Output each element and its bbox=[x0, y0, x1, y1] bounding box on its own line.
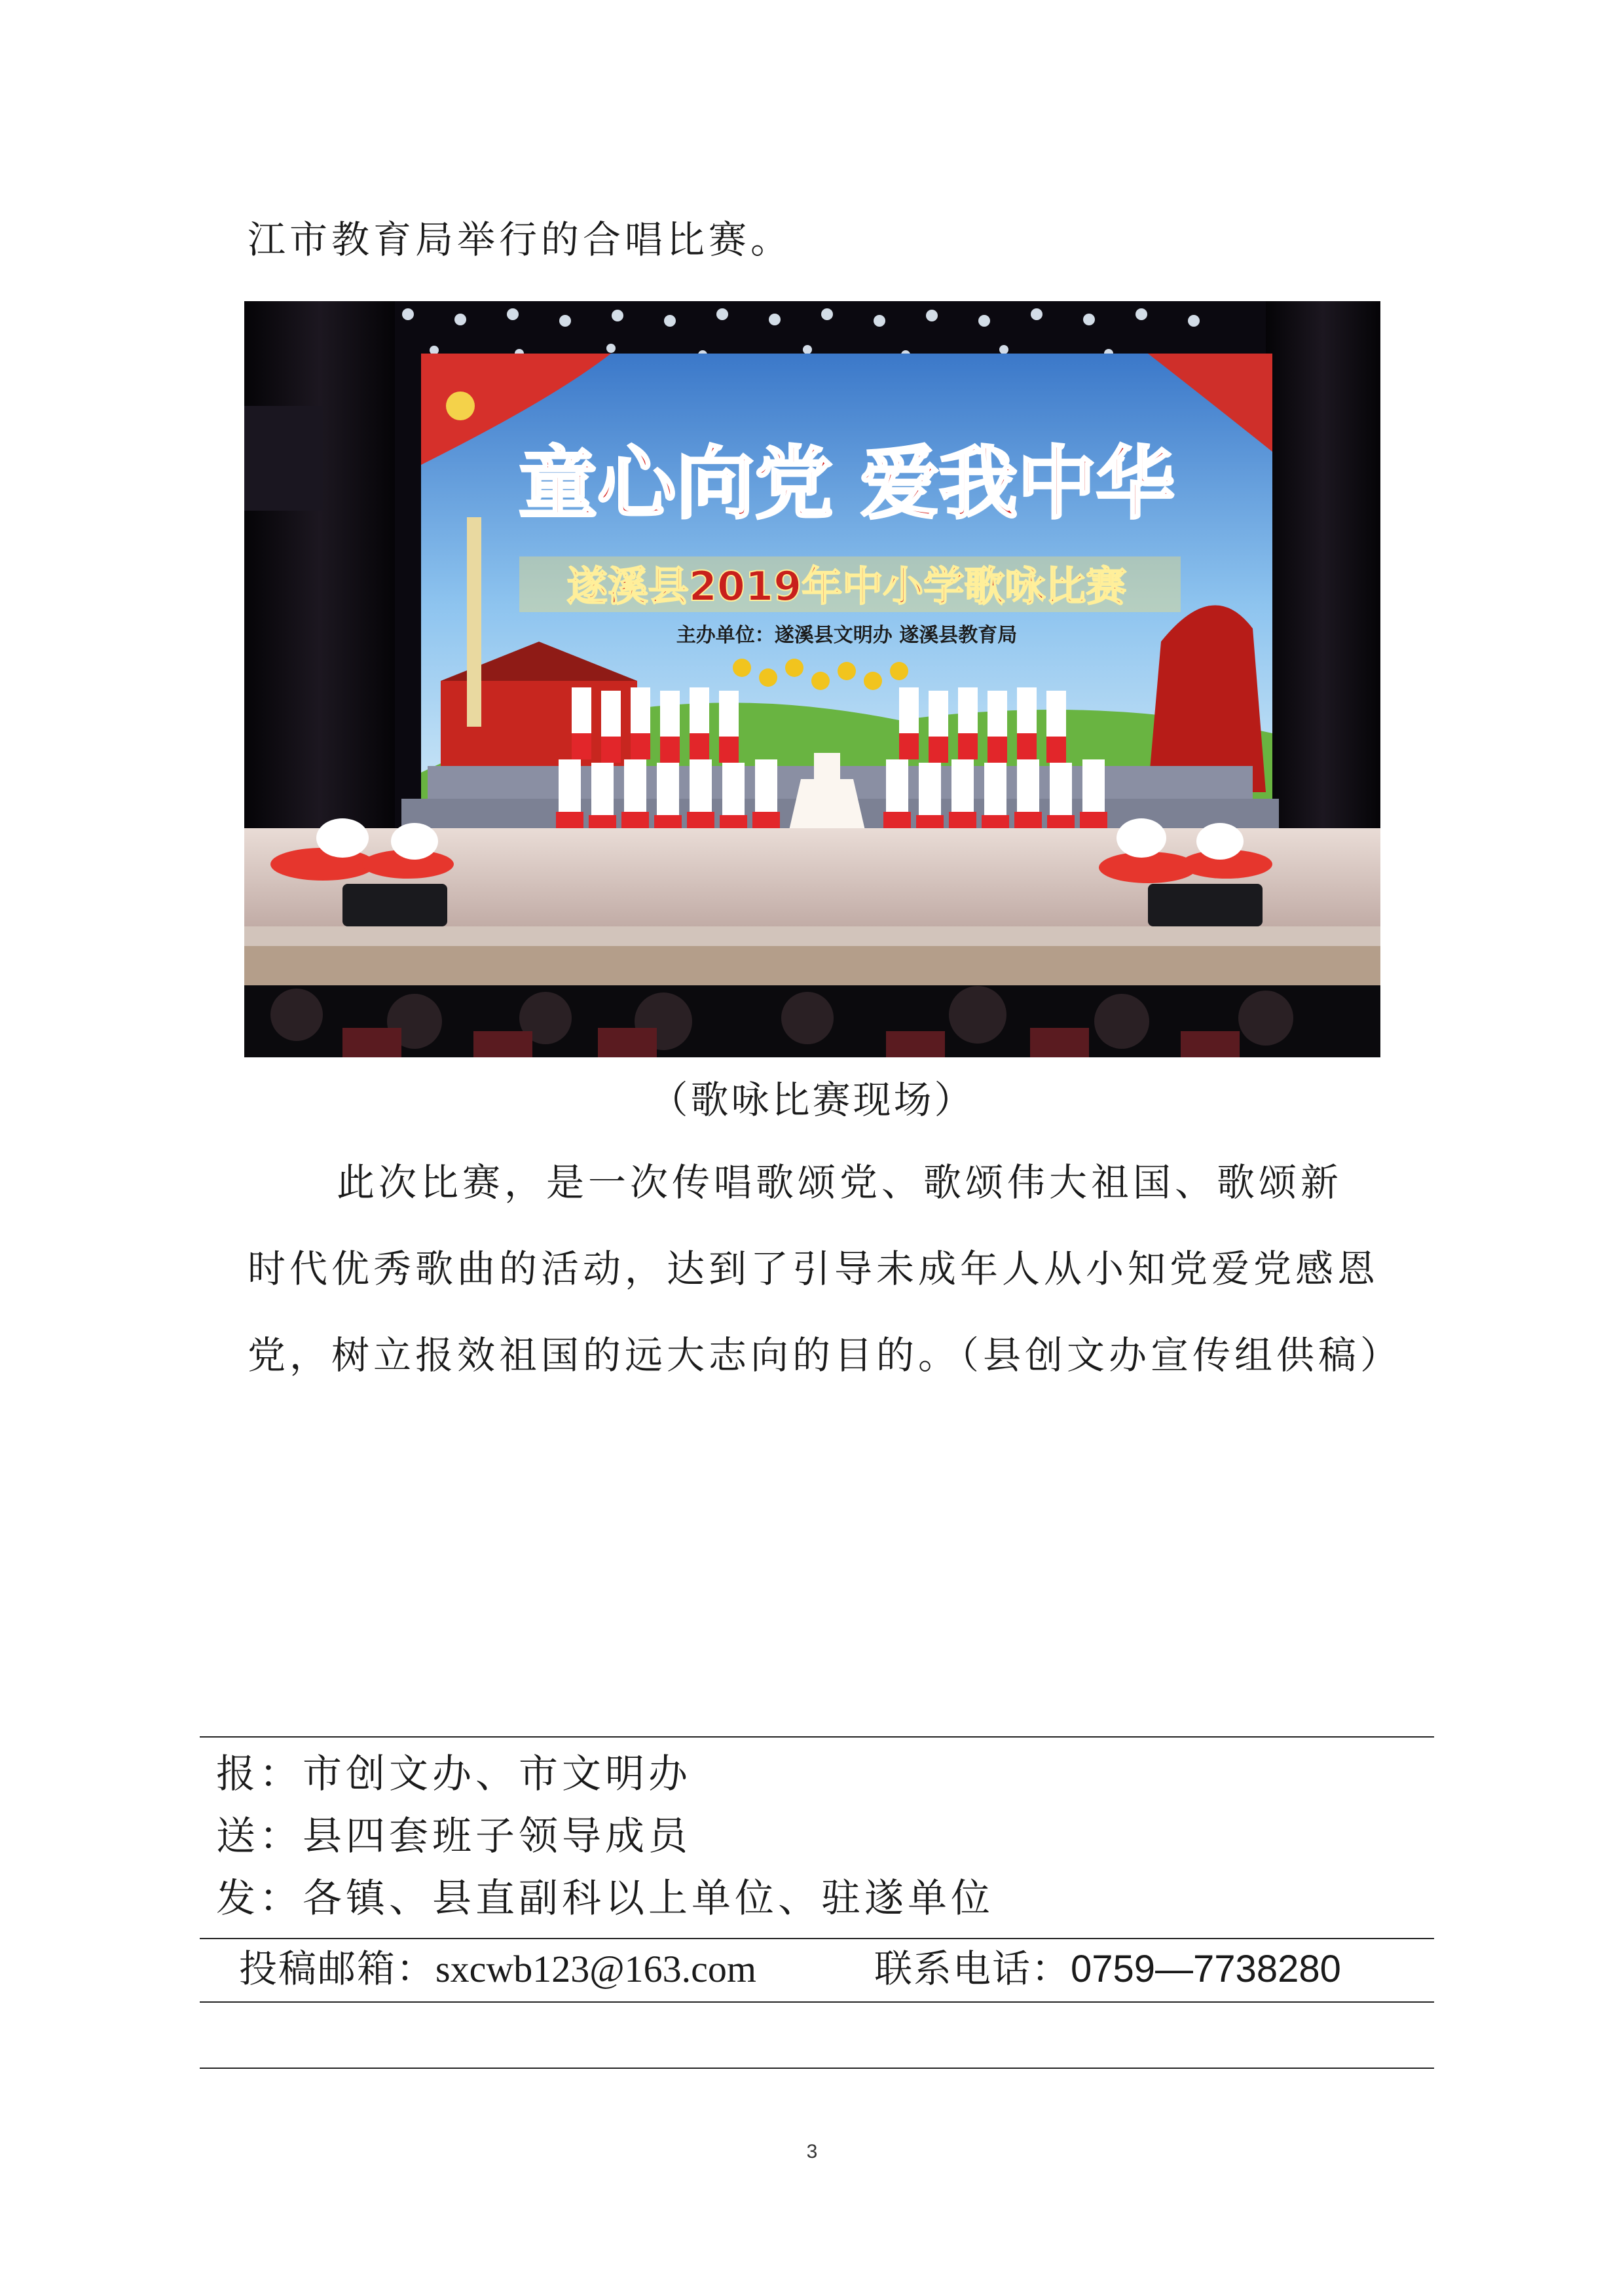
email-address[interactable]: sxcwb123@163.com bbox=[435, 1948, 756, 1990]
concert-photo bbox=[244, 301, 1380, 1057]
email-label: 投稿邮箱： bbox=[239, 1946, 436, 1991]
banner-subtitle: 遂溪县2019年中小学歌咏比赛 bbox=[566, 562, 1127, 610]
page-number: 3 bbox=[806, 2141, 818, 2162]
paragraph-continuation: 江市教育局举行的合唱比赛。 bbox=[248, 217, 793, 262]
banner-organizers: 主办单位：遂溪县文明办 遂溪县教育局 bbox=[676, 624, 1018, 647]
phone-label: 联系电话： bbox=[874, 1946, 1071, 1991]
divider-top bbox=[200, 1736, 1434, 1738]
divider-bottom bbox=[200, 2068, 1434, 2069]
send-to-line: 送：县四套班子领导成员 bbox=[216, 1813, 692, 1859]
phone-contact bbox=[874, 1942, 1341, 1995]
photo-caption: （歌咏比赛现场） bbox=[650, 1078, 975, 1122]
divider-lower bbox=[200, 2001, 1434, 2003]
body-paragraph: 此次比赛，是一次传唱歌颂党、歌颂伟大祖国、歌颂新时代优秀歌曲的活动，达到了引导未成年人从小知党爱党感恩党，树立报效祖国的远大志向的目的。（县创文办宣传组供稿） bbox=[248, 1160, 1403, 1377]
email-contact bbox=[239, 1942, 756, 1995]
phone-number: 0759—7738280 bbox=[1071, 1948, 1341, 1990]
divider-middle bbox=[200, 1938, 1434, 1939]
banner-title: 童心向党 爱我中华 bbox=[519, 439, 1175, 530]
report-to-line: 报：市创文办、市文明办 bbox=[216, 1751, 692, 1797]
distribute-to-line: 发：各镇、县直副科以上单位、驻遂单位 bbox=[216, 1876, 994, 1922]
